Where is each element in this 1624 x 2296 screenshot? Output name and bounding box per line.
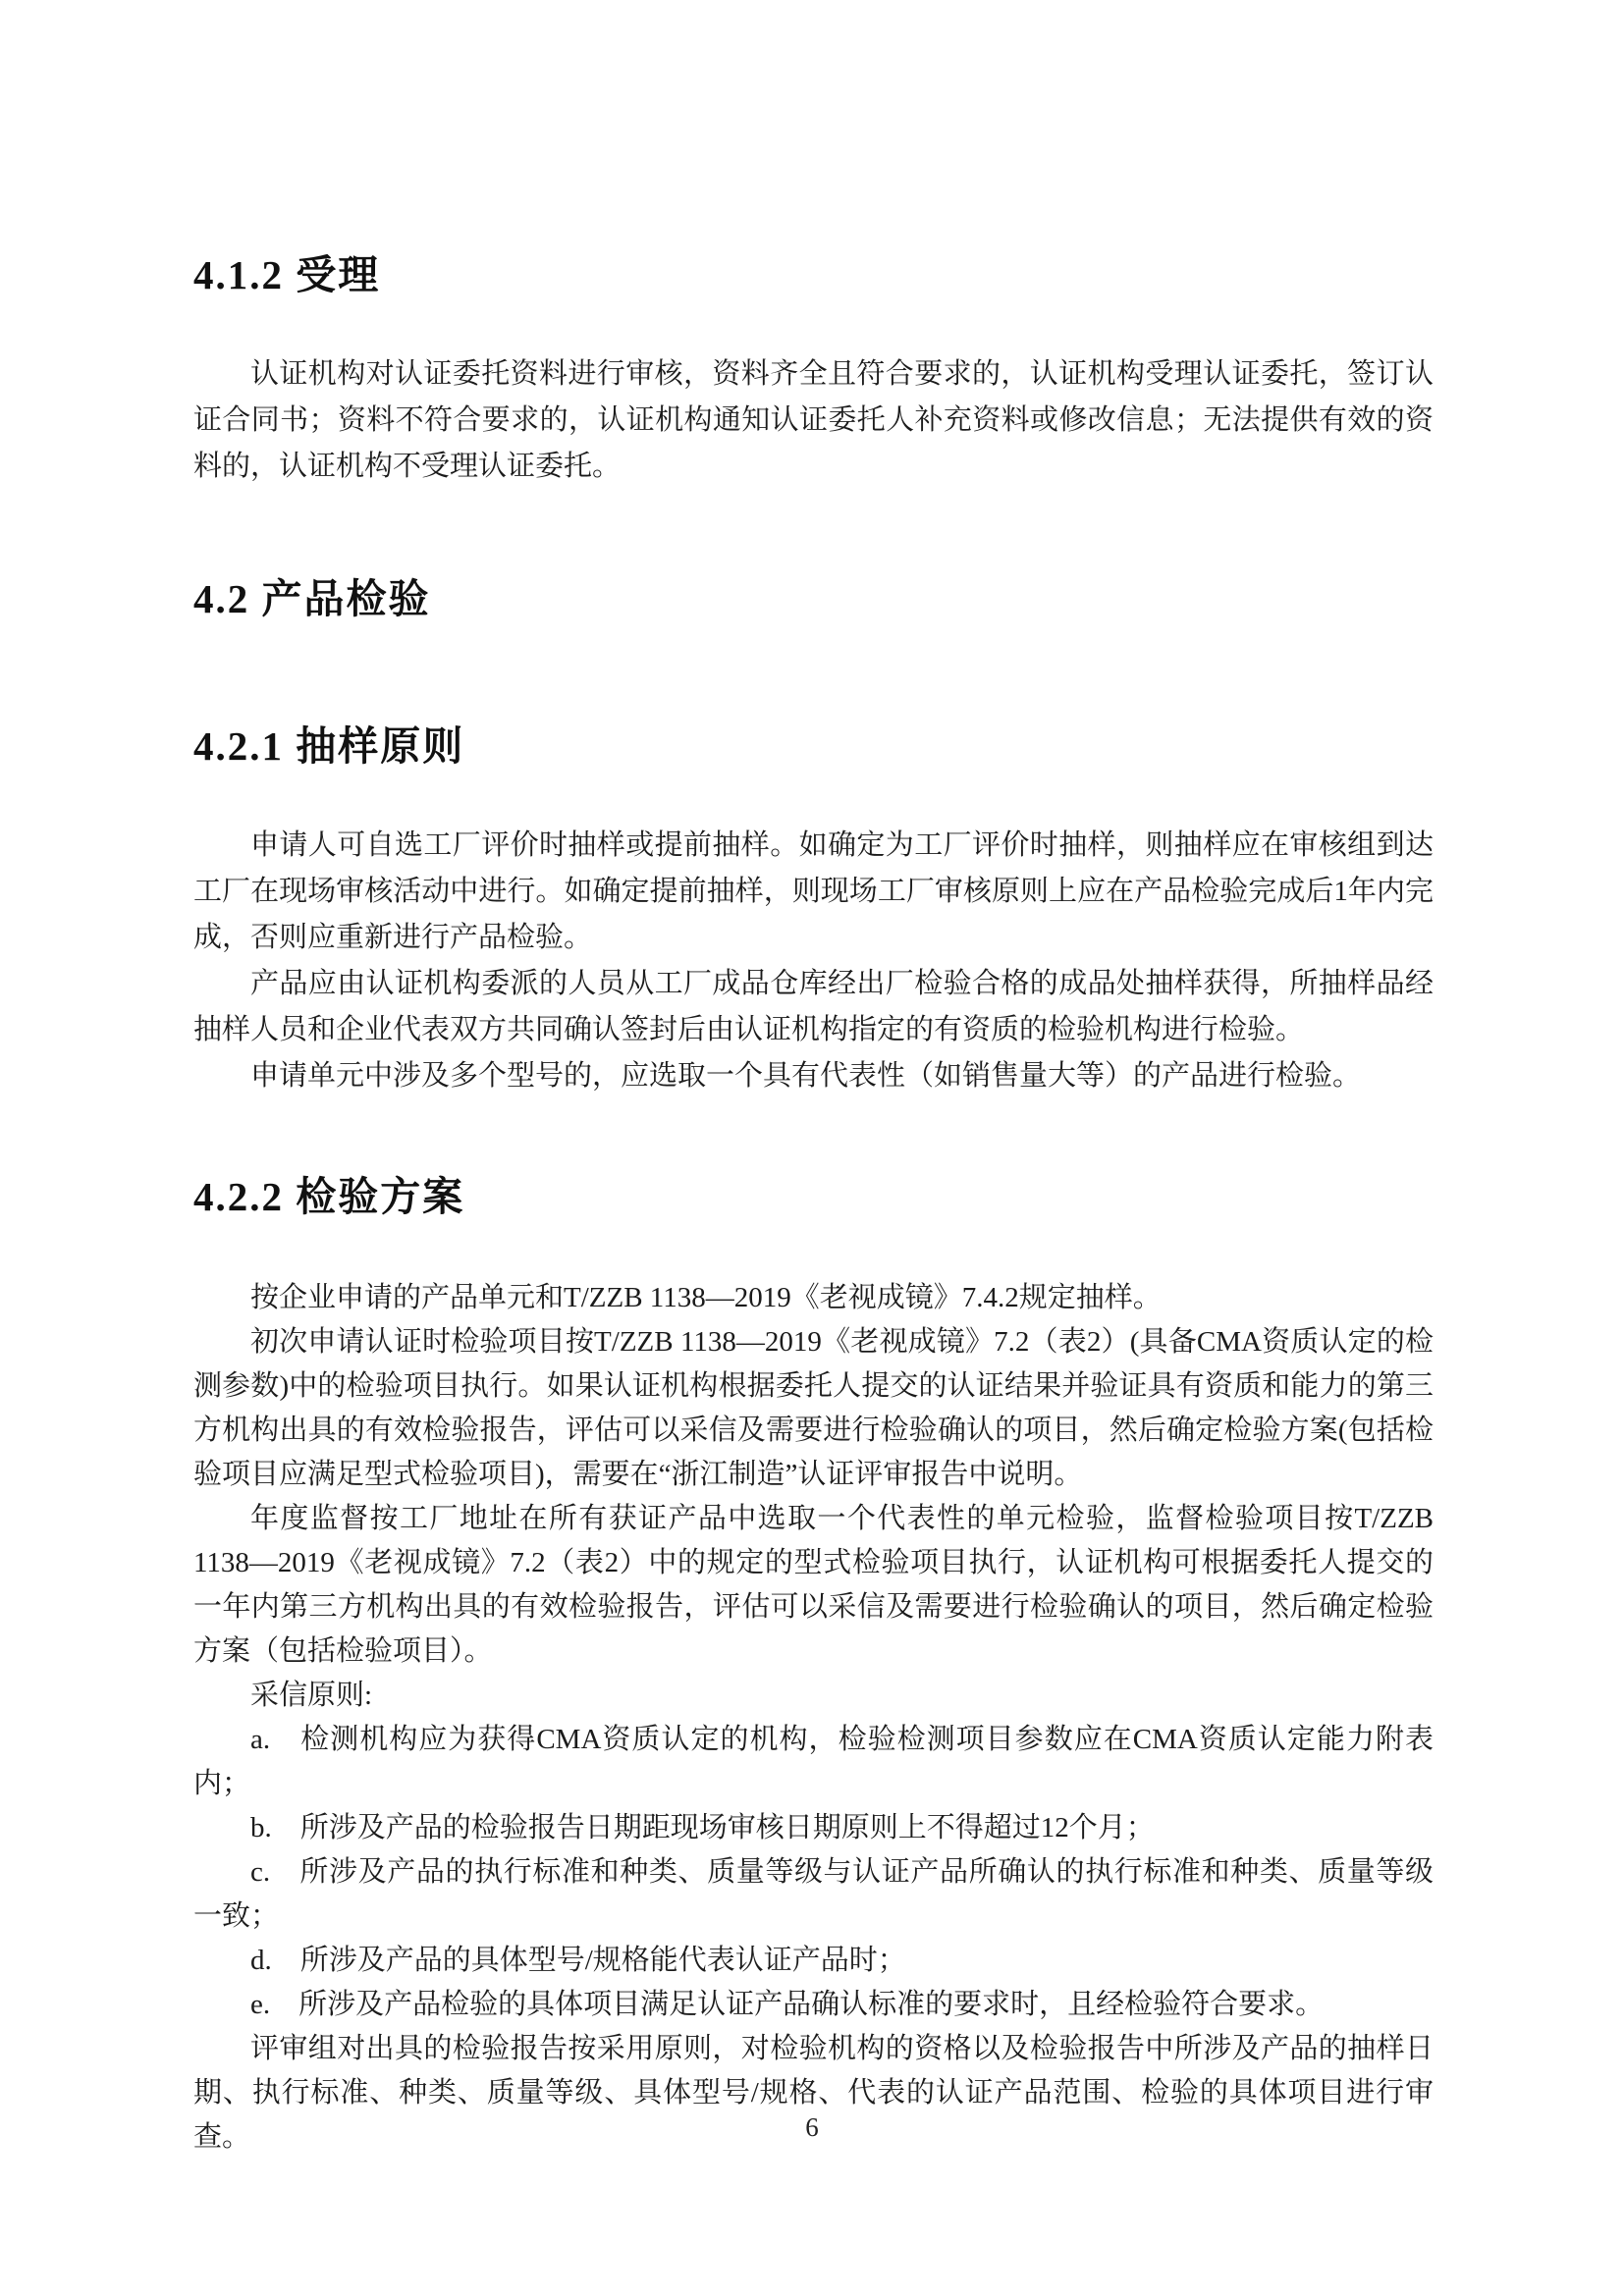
paragraph: 初次申请认证时检验项目按T/ZZB 1138—2019《老视成镜》7.2（表2）(具备CMA资质认定的检测参数)中的检验项目执行。如果认证机构根据委托人提交的认证结果并验证具有资质和能力的第三方机构出具的有效检验报告，评估可以采信及需要进行检验确认的项目，然后确定检验方案(包括检验项目应满足型式检验项目)，需要在“浙江制造”认证评审报告中说明。 xyxy=(193,1326,1434,1490)
paragraph: 评审组对出具的检验报告按采用原则，对检验机构的资格以及检验报告中所涉及产品的抽样日期、执行标准、种类、质量等级、具体型号/规格、代表的认证产品范围、检验的具体项目进行审查。 xyxy=(193,2033,1434,2153)
list-item-a: a. 检测机构应为获得CMA资质认定的机构，检验检测项目参数应在CMA资质认定能力附表内； xyxy=(193,1724,1434,1799)
list-item-e: e. 所涉及产品检验的具体项目满足认证产品确认标准的要求时，且经检验符合要求。 xyxy=(250,1989,1325,2020)
list-item-b: b. 所涉及产品的检验报告日期距现场审核日期原则上不得超过12个月； xyxy=(250,1812,1155,1843)
section-body-4-2-1 xyxy=(193,823,1434,1099)
paragraph: 申请单元中涉及多个型号的，应选取一个具有代表性（如销售量大等）的产品进行检验。 xyxy=(250,1060,1362,1092)
section-heading-4-2-2: 4.2.2 检验方案 xyxy=(193,1174,465,1219)
paragraph: 认证机构对认证委托资料进行审核，资料齐全且符合要求的，认证机构受理认证委托，签订认证合同书；资料不符合要求的，认证机构通知认证委托人补充资料或修改信息；无法提供有效的资料的，认证机构不受理认证委托。 xyxy=(193,358,1434,482)
paragraph-list-intro: 采信原则: xyxy=(250,1680,373,1711)
section-heading-4-2-1: 4.2.1 抽样原则 xyxy=(193,723,465,769)
paragraph: 年度监督按工厂地址在所有获证产品中选取一个代表性的单元检验，监督检验项目按T/ZZB 1138—2019《老视成镜》7.2（表2）中的规定的型式检验项目执行，认证机构可根据委托人提交的一年内第三方机构出具的有效检验报告，评估可以采信及需要进行检验确认的项目，然后确定检验方案（包括检验项目）。 xyxy=(193,1503,1434,1667)
paragraph: 申请人可自选工厂评价时抽样或提前抽样。如确定为工厂评价时抽样，则抽样应在审核组到达工厂在现场审核活动中进行。如确定提前抽样，则现场工厂审核原则上应在产品检验完成后1年内完成，否则应重新进行产品检验。 xyxy=(193,829,1434,953)
page-number: 6 xyxy=(805,2112,819,2142)
section-heading-4-2: 4.2 产品检验 xyxy=(193,576,431,621)
paragraph: 按企业申请的产品单元和T/ZZB 1138—2019《老视成镜》7.4.2规定抽样。 xyxy=(250,1282,1162,1313)
list-item-d: d. 所涉及产品的具体型号/规格能代表认证产品时； xyxy=(250,1945,906,1976)
paragraph: 产品应由认证机构委派的人员从工厂成品仓库经出厂检验合格的成品处抽样获得，所抽样品经抽样人员和企业代表双方共同确认签封后由认证机构指定的有资质的检验机构进行检验。 xyxy=(193,968,1434,1045)
list-item-c: c. 所涉及产品的执行标准和种类、质量等级与认证产品所确认的执行标准和种类、质量等级一致； xyxy=(193,1856,1434,1932)
section-heading-4-1-2: 4.1.2 受理 xyxy=(193,252,381,297)
section-body-4-2-2 xyxy=(193,1276,1434,2160)
section-body-4-1-2 xyxy=(193,351,1434,490)
